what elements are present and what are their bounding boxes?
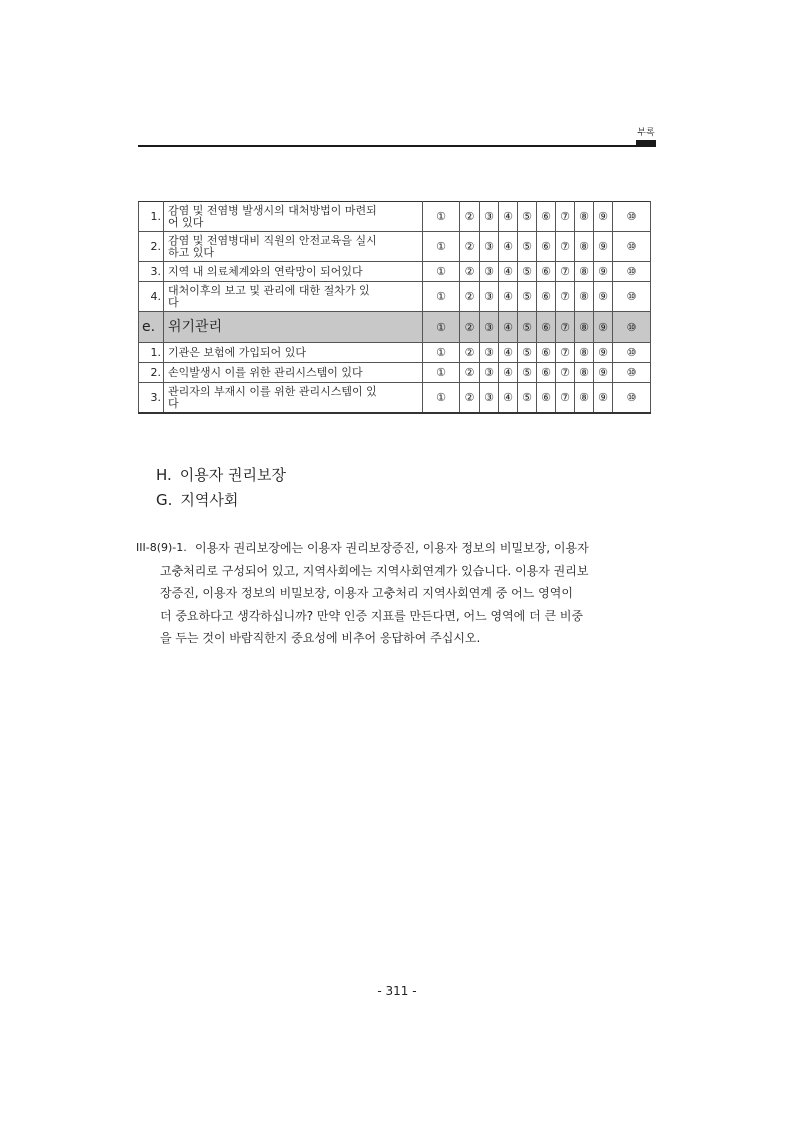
row-statement bbox=[164, 232, 423, 262]
rating-option-1[interactable]: ① bbox=[423, 343, 460, 363]
row-number: 2. bbox=[139, 363, 164, 383]
rating-option-4[interactable]: ④ bbox=[499, 343, 518, 363]
statement-line: 손익발생시 이를 위한 관리시스템이 있다 bbox=[168, 365, 363, 379]
rating-option-4[interactable]: ④ bbox=[499, 232, 518, 262]
header-section-label: 부록 bbox=[637, 128, 655, 138]
rating-option-3[interactable]: ③ bbox=[480, 262, 499, 282]
row-number: 1. bbox=[139, 343, 164, 363]
rating-option-1[interactable]: ① bbox=[423, 363, 460, 383]
rating-option-6[interactable]: ⑥ bbox=[537, 202, 556, 232]
statement-line: 관리자의 부재시 이를 위한 관리시스템이 있 bbox=[168, 384, 377, 398]
rating-option-4[interactable]: ④ bbox=[499, 282, 518, 312]
table-row bbox=[139, 343, 651, 363]
rating-option-7[interactable]: ⑦ bbox=[556, 282, 575, 312]
rating-option-9[interactable]: ⑨ bbox=[594, 383, 613, 414]
rating-option-3[interactable]: ③ bbox=[480, 383, 499, 414]
statement-line: 기관은 보험에 가입되어 있다 bbox=[168, 345, 307, 359]
rating-option-10[interactable]: ⑩ bbox=[613, 312, 651, 343]
row-number: 3. bbox=[139, 262, 164, 282]
row-statement bbox=[164, 363, 423, 383]
heading-g bbox=[156, 489, 238, 510]
row-statement bbox=[164, 202, 423, 232]
page-number: - 311 - bbox=[377, 984, 417, 998]
rating-option-3[interactable]: ③ bbox=[480, 343, 499, 363]
question-line: 더 중요하다고 생각하십니까? 만약 인증 지표를 만든다면, 어느 영역에 더 큰 비중 bbox=[160, 608, 584, 623]
rating-option-7[interactable]: ⑦ bbox=[556, 343, 575, 363]
statement-line: 다 bbox=[168, 295, 179, 309]
rating-option-2[interactable]: ② bbox=[460, 232, 480, 262]
rating-option-9[interactable]: ⑨ bbox=[594, 282, 613, 312]
rating-option-2[interactable]: ② bbox=[460, 282, 480, 312]
rating-option-8[interactable]: ⑧ bbox=[575, 202, 594, 232]
rating-option-2[interactable]: ② bbox=[460, 262, 480, 282]
rating-option-10[interactable]: ⑩ bbox=[613, 363, 651, 383]
rating-option-3[interactable]: ③ bbox=[480, 202, 499, 232]
header-rule bbox=[138, 145, 656, 147]
rating-option-3[interactable]: ③ bbox=[480, 232, 499, 262]
rating-option-6[interactable]: ⑥ bbox=[537, 262, 556, 282]
rating-option-3[interactable]: ③ bbox=[480, 363, 499, 383]
rating-option-6[interactable]: ⑥ bbox=[537, 232, 556, 262]
rating-option-4[interactable]: ④ bbox=[499, 312, 518, 343]
statement-line: 다 bbox=[168, 396, 179, 410]
rating-option-4[interactable]: ④ bbox=[499, 202, 518, 232]
rating-option-6[interactable]: ⑥ bbox=[537, 282, 556, 312]
rating-option-10[interactable]: ⑩ bbox=[613, 232, 651, 262]
rating-option-10[interactable]: ⑩ bbox=[613, 343, 651, 363]
statement-line: 위기관리 bbox=[168, 319, 223, 335]
statement-line: 감염 및 전염병대비 직원의 안전교육을 실시 bbox=[168, 233, 377, 247]
table-row bbox=[139, 363, 651, 383]
rating-option-1[interactable]: ① bbox=[423, 232, 460, 262]
heading-h bbox=[156, 464, 286, 485]
rating-option-5[interactable]: ⑤ bbox=[518, 383, 537, 414]
rating-option-5[interactable]: ⑤ bbox=[518, 343, 537, 363]
rating-option-4[interactable]: ④ bbox=[499, 363, 518, 383]
rating-option-8[interactable]: ⑧ bbox=[575, 343, 594, 363]
rating-option-2[interactable]: ② bbox=[460, 363, 480, 383]
rating-option-5[interactable]: ⑤ bbox=[518, 282, 537, 312]
question-line: 장증진, 이용자 정보의 비밀보장, 이용자 고충처리 지역사회연계 중 어느 영역이 bbox=[160, 586, 573, 600]
rating-option-2[interactable]: ② bbox=[460, 343, 480, 363]
rating-option-9[interactable]: ⑨ bbox=[594, 202, 613, 232]
statement-line: 하고 있다 bbox=[168, 245, 215, 259]
rating-option-3[interactable]: ③ bbox=[480, 312, 499, 343]
table-row bbox=[139, 202, 651, 232]
row-statement bbox=[164, 383, 423, 414]
heading-code: H. bbox=[156, 466, 172, 484]
row-number: 4. bbox=[139, 282, 164, 312]
heading-title: 지역사회 bbox=[180, 491, 239, 509]
rating-option-2[interactable]: ② bbox=[460, 202, 480, 232]
rating-option-1[interactable]: ① bbox=[423, 282, 460, 312]
statement-line: 어 있다 bbox=[168, 215, 204, 229]
rating-option-10[interactable]: ⑩ bbox=[613, 282, 651, 312]
rating-option-8[interactable]: ⑧ bbox=[575, 312, 594, 343]
rating-option-4[interactable]: ④ bbox=[499, 262, 518, 282]
rating-option-8[interactable]: ⑧ bbox=[575, 383, 594, 414]
statement-line: 지역 내 의료체계와의 연락망이 되어있다 bbox=[168, 264, 363, 278]
heading-title: 이용자 권리보장 bbox=[179, 466, 286, 484]
rating-option-7[interactable]: ⑦ bbox=[556, 262, 575, 282]
rating-option-6[interactable]: ⑥ bbox=[537, 312, 556, 343]
rating-option-6[interactable]: ⑥ bbox=[537, 383, 556, 414]
rating-option-5[interactable]: ⑤ bbox=[518, 232, 537, 262]
rating-option-1[interactable]: ① bbox=[423, 383, 460, 414]
row-statement bbox=[164, 262, 423, 282]
row-statement bbox=[164, 312, 423, 343]
rating-option-1[interactable]: ① bbox=[423, 312, 460, 343]
rating-option-8[interactable]: ⑧ bbox=[575, 363, 594, 383]
rating-option-5[interactable]: ⑤ bbox=[518, 312, 537, 343]
row-number: 2. bbox=[139, 232, 164, 262]
question-number: III-8(9)-1. bbox=[136, 541, 187, 554]
row-number: 1. bbox=[139, 202, 164, 232]
rating-option-9[interactable]: ⑨ bbox=[594, 343, 613, 363]
rating-option-2[interactable]: ② bbox=[460, 383, 480, 414]
rating-option-10[interactable]: ⑩ bbox=[613, 202, 651, 232]
rating-option-10[interactable]: ⑩ bbox=[613, 262, 651, 282]
rating-option-7[interactable]: ⑦ bbox=[556, 312, 575, 343]
rating-option-9[interactable]: ⑨ bbox=[594, 363, 613, 383]
rating-table bbox=[138, 201, 651, 414]
question-line: 을 두는 것이 바람직한지 중요성에 비추어 응답하여 주십시오. bbox=[160, 631, 481, 645]
table-row bbox=[139, 282, 651, 312]
rating-option-7[interactable]: ⑦ bbox=[556, 363, 575, 383]
rating-option-5[interactable]: ⑤ bbox=[518, 202, 537, 232]
rating-option-8[interactable]: ⑧ bbox=[575, 232, 594, 262]
heading-code: G. bbox=[156, 491, 173, 509]
rating-option-1[interactable]: ① bbox=[423, 202, 460, 232]
rating-option-5[interactable]: ⑤ bbox=[518, 262, 537, 282]
statement-line: 대처이후의 보고 및 관리에 대한 절차가 있 bbox=[168, 283, 370, 297]
rating-option-6[interactable]: ⑥ bbox=[537, 363, 556, 383]
question-line: 이용자 권리보장에는 이용자 권리보장증진, 이용자 정보의 비밀보장, 이용자 bbox=[195, 541, 589, 555]
rating-option-9[interactable]: ⑨ bbox=[594, 232, 613, 262]
rating-option-2[interactable]: ② bbox=[460, 312, 480, 343]
row-number: 3. bbox=[139, 383, 164, 414]
rating-option-4[interactable]: ④ bbox=[499, 383, 518, 414]
rating-option-9[interactable]: ⑨ bbox=[594, 312, 613, 343]
section-row bbox=[139, 312, 651, 343]
row-number: e. bbox=[139, 312, 164, 343]
rating-option-7[interactable]: ⑦ bbox=[556, 383, 575, 414]
rating-option-7[interactable]: ⑦ bbox=[556, 202, 575, 232]
statement-line: 감염 및 전염병 발생시의 대처방법이 마련되 bbox=[168, 203, 377, 217]
rating-option-10[interactable]: ⑩ bbox=[613, 383, 651, 414]
question-line: 고충처리로 구성되어 있고, 지역사회에는 지역사회연계가 있습니다. 이용자 권리보 bbox=[160, 563, 589, 578]
rating-option-8[interactable]: ⑧ bbox=[575, 282, 594, 312]
rating-option-7[interactable]: ⑦ bbox=[556, 232, 575, 262]
rating-option-6[interactable]: ⑥ bbox=[537, 343, 556, 363]
rating-option-5[interactable]: ⑤ bbox=[518, 363, 537, 383]
row-statement bbox=[164, 282, 423, 312]
row-statement bbox=[164, 343, 423, 363]
rating-option-8[interactable]: ⑧ bbox=[575, 262, 594, 282]
rating-option-1[interactable]: ① bbox=[423, 262, 460, 282]
table-row bbox=[139, 383, 651, 414]
table-row bbox=[139, 262, 651, 282]
rating-option-3[interactable]: ③ bbox=[480, 282, 499, 312]
table-row bbox=[139, 232, 651, 262]
rating-option-9[interactable]: ⑨ bbox=[594, 262, 613, 282]
question-block bbox=[136, 537, 657, 650]
